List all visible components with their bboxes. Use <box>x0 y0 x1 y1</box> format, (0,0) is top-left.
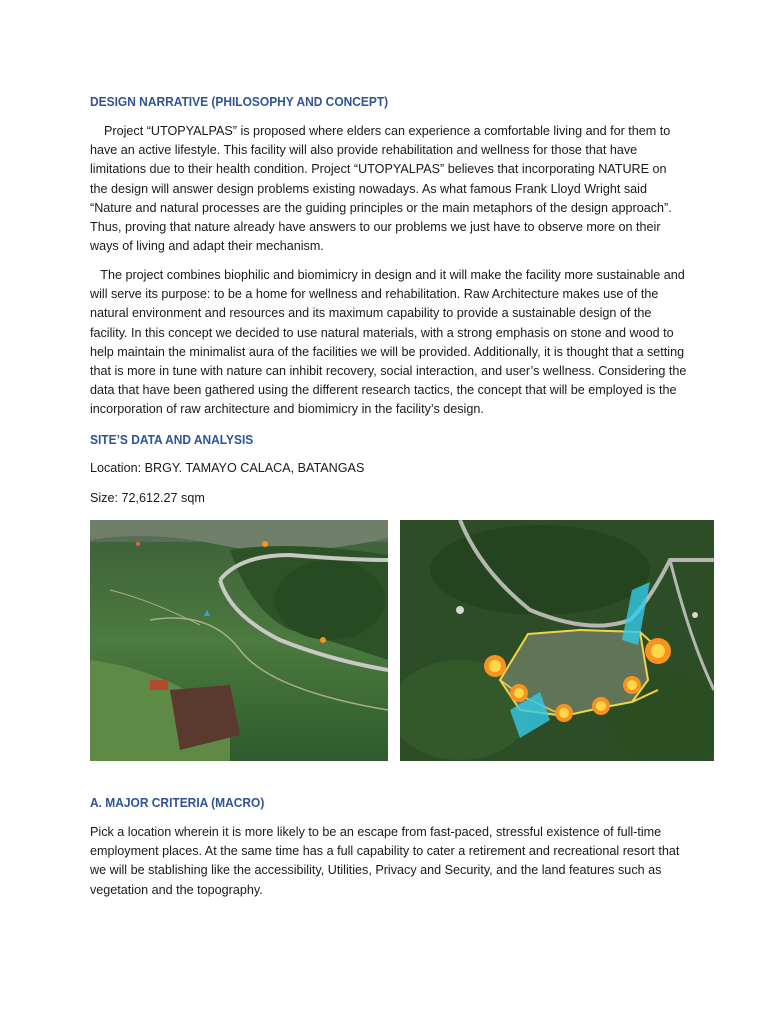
text-line: the design will answer design problems existing nowadays. As what famous Frank Lloyd Wright said <box>90 181 647 196</box>
major-criteria-paragraph <box>90 823 730 900</box>
text-line: data that have been gathered using the different research tactics, the concept that will be employed is the <box>90 383 677 398</box>
text-line: ways of living and adapt their mechanism. <box>90 239 324 254</box>
text-line: limitations due to their health condition. Project “UTOPYALPAS” believes that incorporating NATURE on <box>90 162 667 177</box>
site-aerial-photo <box>90 520 388 761</box>
text-line: we will be stablishing like the accessibility, Utilities, Privacy and Security, and the land features such as <box>90 863 662 878</box>
site-location: Location: BRGY. TAMAYO CALACA, BATANGAS <box>90 461 365 475</box>
text-line: Project “UTOPYALPAS” is proposed where elders can experience a comfortable living and for them to <box>90 124 671 138</box>
text-line: Pick a location wherein it is more likely to be an escape from fast-paced, stressful existence of full-time <box>90 825 662 839</box>
text-line: facility. In this concept we decided to use natural materials, with a strong emphasis on stone and wood to <box>90 325 674 340</box>
text-line: vegetation and the topography. <box>90 882 263 897</box>
site-data-heading: SITE’S DATA AND ANALYSIS <box>90 432 254 447</box>
site-boundary-map <box>400 520 714 761</box>
major-criteria-heading: A. MAJOR CRITERIA (MACRO) <box>90 795 265 810</box>
text-line: incorporation of raw architecture and biomimicry in the facility’s design. <box>90 402 484 417</box>
text-line: employment places. At the same time has a full capability to cater a retirement and recreational resort that <box>90 844 680 859</box>
text-line: natural environment and resources and its maximum capability to provide a sustainable design of the <box>90 306 652 321</box>
text-line: that is more in tune with nature can inhibit recovery, social interaction, and user’s wellness. Considering the <box>90 364 687 379</box>
aerial-terrain-image <box>90 520 388 761</box>
text-line: have an active lifestyle. This facility will also provide rehabilitation and wellness for those that have <box>90 143 638 158</box>
text-line: will serve its purpose: to be a home for wellness and rehabilitation. Raw Architecture makes use of the <box>90 287 659 302</box>
design-narrative-paragraph-1 <box>90 122 730 256</box>
design-narrative-paragraph-2 <box>90 266 730 420</box>
text-line: help maintain the minimalist aura of the facilities we will be provided. Additionally, it is thought that a setting <box>90 344 685 359</box>
site-boundary-photo <box>400 520 714 761</box>
site-size: Size: 72,612.27 sqm <box>90 491 205 505</box>
text-line: “Nature and natural processes are the guiding principles or the main metaphors of the design approach”. <box>90 200 672 215</box>
design-narrative-heading: DESIGN NARRATIVE (PHILOSOPHY AND CONCEPT) <box>90 94 389 109</box>
text-line: The project combines biophilic and biomimicry in design and it will make the facility more sustainable and <box>90 268 685 282</box>
text-line: Thus, proving that nature already have answers to our problems we just have to observe more on their <box>90 220 661 235</box>
